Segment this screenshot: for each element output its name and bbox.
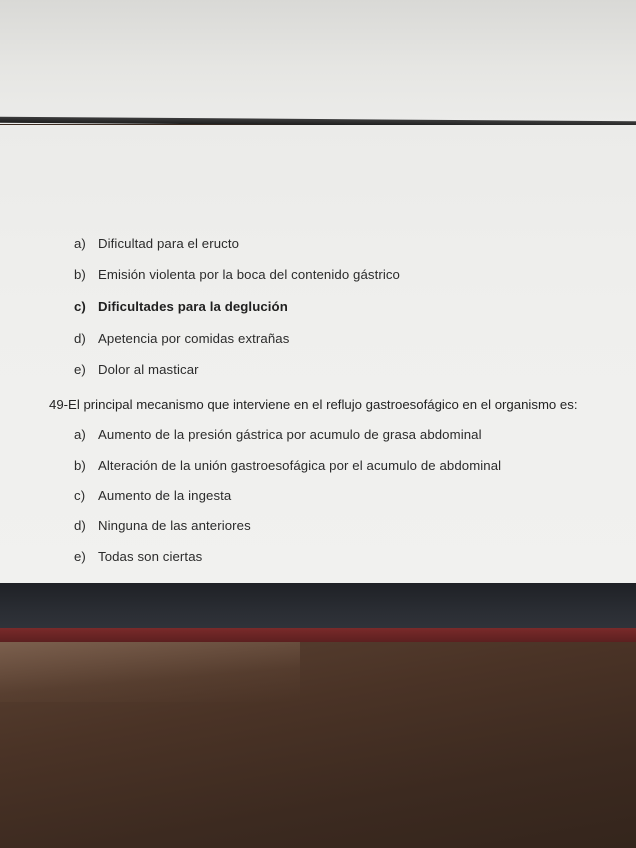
option-letter: a) [74, 236, 86, 251]
option-text: Aumento de la ingesta [98, 488, 232, 503]
monitor-bezel [0, 583, 636, 629]
question-49-text: 49-El principal mecanismo que interviene en el reflujo gastroesofágico en el organismo es: [49, 397, 578, 412]
option-letter: c) [74, 488, 86, 503]
option-letter: b) [74, 267, 86, 282]
option-prev-d [74, 331, 289, 346]
laptop-edge [0, 628, 636, 642]
screen-glare-area [0, 0, 636, 124]
option-text: Emisión violenta por la boca del contenido gástrico [98, 267, 400, 282]
option-letter: d) [74, 331, 86, 346]
option-letter: c) [74, 299, 86, 314]
option-text: Alteración de la unión gastroesofágica por el acumulo de abdominal [98, 458, 502, 473]
option-letter: a) [74, 427, 86, 442]
option-letter: e) [74, 549, 86, 564]
document-screen [0, 125, 636, 583]
option-49-e [74, 549, 202, 564]
option-prev-b [74, 267, 400, 282]
option-prev-a [74, 236, 239, 251]
option-text: Dificultades para la deglución [98, 299, 288, 314]
option-prev-c-correct [74, 299, 288, 314]
option-49-a [74, 427, 482, 442]
option-letter: d) [74, 518, 86, 533]
option-49-b [74, 458, 501, 473]
option-prev-e [74, 362, 199, 377]
option-text: Ninguna de las anteriores [98, 518, 251, 533]
desk-glare [0, 642, 300, 702]
option-text: Dolor al masticar [98, 362, 199, 377]
option-letter: e) [74, 362, 86, 377]
option-text: Dificultad para el eructo [98, 236, 240, 251]
option-text: Todas son ciertas [98, 549, 203, 564]
option-text: Aumento de la presión gástrica por acumulo de grasa abdominal [98, 427, 482, 442]
option-49-d [74, 518, 251, 533]
option-letter: b) [74, 458, 86, 473]
option-49-c [74, 488, 231, 503]
option-text: Apetencia por comidas extrañas [98, 331, 290, 346]
